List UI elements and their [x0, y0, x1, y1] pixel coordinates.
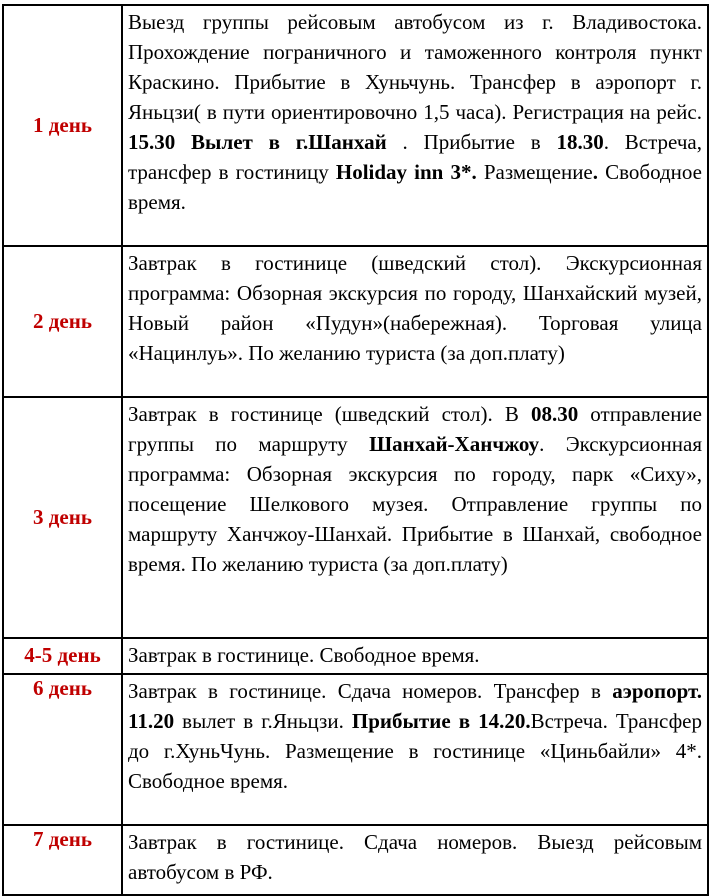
text-run: Завтрак в гостинице (шведский стол). В	[128, 402, 531, 426]
bold-text: Holiday inn 3*.	[335, 160, 477, 184]
day-label: 1 день	[3, 5, 122, 246]
bold-text: Прибытие в 14.20.	[351, 709, 531, 733]
text-run: Свободное время.	[128, 160, 702, 214]
day-description	[122, 397, 708, 638]
day-description	[122, 825, 708, 895]
day-label: 6 день	[3, 674, 122, 825]
text-run: Встреча. Трансфер до г.ХуньЧунь. Размещение в гостинице «Циньбайли» 4*. Свободное время.	[128, 709, 702, 793]
table-row	[3, 825, 708, 895]
bold-text: 15.30 Вылет в г.Шанхай	[128, 130, 387, 154]
bold-text: Шанхай-Ханчжоу	[369, 432, 540, 456]
day-label: 3 день	[3, 397, 122, 638]
text-run: Выезд группы рейсовым автобусом из г. Владивостока. Прохождение пограничного и таможенного контроля пункт Краскино. Прибытие в Хуньчунь. Трансфер в аэропорт г. Яньцзи( в пути ориентировочно 1,5 часа). Регистрация на рейс.	[128, 10, 702, 124]
text-run: . Экскурсионная программа: Обзорная экскурсия по городу, парк «Сиху», посещение Шелкового музея. Отправление группы по маршруту Ханчжоу-Шанхай. Прибытие в Шанхай, свободное время. По желанию туриста (за доп.плату)	[128, 432, 702, 576]
itinerary-table	[2, 4, 709, 896]
table-row	[3, 638, 708, 674]
text-run: . Прибытие в	[386, 130, 557, 154]
text-run: Завтрак в гостинице. Сдача номеров. Трансфер в	[128, 679, 613, 703]
bold-text: аэропорт. 11.20	[128, 679, 702, 733]
bold-text: .	[592, 160, 599, 184]
text-run: . Встреча, трансфер в гостиницу	[128, 130, 702, 184]
text-run: Завтрак в гостинице (шведский стол). Экскурсионная программа: Обзорная экскурсия по городу, Шанхайский музей, Новый район «Пудун»(набережная). Торговая улица «Нацинлуь». По желанию туриста (за доп.плату)	[128, 251, 702, 365]
bold-text: 08.30	[530, 402, 579, 426]
text-run: вылет в г.Яньцзи.	[174, 709, 352, 733]
day-description	[122, 5, 708, 246]
table-row	[3, 674, 708, 825]
day-label: 4-5 день	[3, 638, 122, 674]
day-description	[122, 246, 708, 397]
text-run: отправление группы по маршруту	[128, 402, 702, 456]
text-run: Размещение	[476, 160, 593, 184]
text-run: Завтрак в гостинице. Свободное время.	[128, 643, 480, 667]
day-description	[122, 674, 708, 825]
day-description	[122, 638, 708, 674]
text-run: Завтрак в гостинице. Сдача номеров. Выезд рейсовым автобусом в РФ.	[128, 830, 702, 884]
table-row	[3, 246, 708, 397]
bold-text: 18.30	[556, 130, 604, 154]
table-row	[3, 397, 708, 638]
day-label: 7 день	[3, 825, 122, 895]
table-row	[3, 5, 708, 246]
day-label: 2 день	[3, 246, 122, 397]
